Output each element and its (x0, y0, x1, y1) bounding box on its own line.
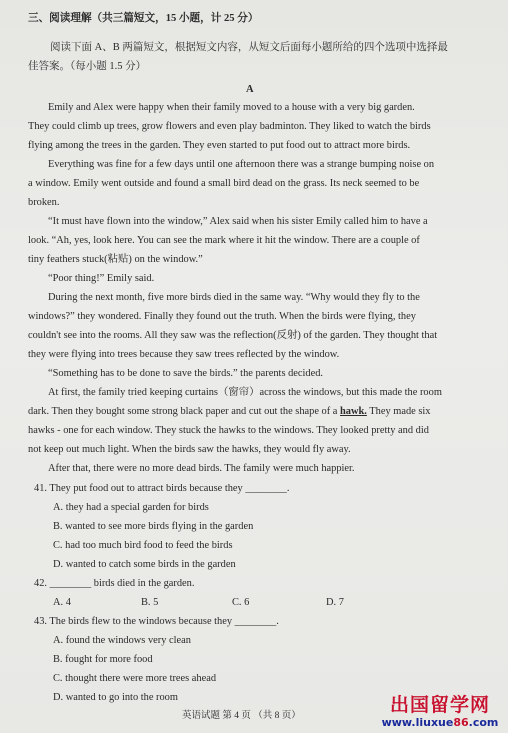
watermark-chinese: 出国留学网 (389, 694, 490, 716)
passage-line: “Something has to be done to save the birds.” the parents decided. (48, 368, 323, 379)
instruction-line-1: 阅读下面 A、B 两篇短文，根据短文内容，从短文后面每小题所给的四个选项中选择最 (50, 42, 448, 53)
question-43-option-b: B. fought for more food (53, 654, 153, 665)
passage-line: “Poor thing!” Emily said. (48, 273, 155, 284)
question-43-option-c: C. thought there were more trees ahead (53, 673, 217, 684)
passage-text: dark. Then they bought some strong black paper and cut out the shape of a (28, 406, 338, 417)
passage-line: After that, there were no more dead birds. The family were much happier. (48, 463, 355, 474)
instruction-line-2: 佳答案。（每小题 1.5 分） (28, 61, 147, 72)
watermark-url (380, 716, 500, 729)
passage-line: Everything was fine for a few days until one afternoon there was a strange bumping noise on (48, 159, 435, 170)
site-watermark (380, 694, 500, 729)
question-41-option-c: C. had too much bird food to feed the birds (53, 540, 233, 551)
passage-line: At first, the family tried keeping curtains（窗帘）across the windows, but this made the room (48, 387, 442, 398)
passage-line: not keep out much light. When the birds saw the hawks, they would fly away. (28, 444, 351, 455)
question-41-stem: 41. They put food out to attract birds because they ________. (34, 483, 290, 494)
passage-line: tiny feathers stuck(粘贴) on the window.” (28, 254, 203, 265)
question-41-option-a: A. they had a special garden for birds (53, 502, 209, 513)
question-42-option-b: B. 5 (141, 597, 159, 608)
passage-line (28, 405, 430, 418)
page-footer: 英语试题 第 4 页 （共 8 页） (182, 711, 301, 721)
passage-line: Emily and Alex were happy when their family moved to a house with a very big garden. (48, 102, 415, 113)
watermark-url-prefix: www.liuxue (381, 716, 454, 729)
passage-line: “It must have flown into the window,” Alex said when his sister Emily called him to have a (48, 216, 428, 227)
question-41-option-d: D. wanted to catch some birds in the garden (53, 559, 236, 570)
question-42-option-d: D. 7 (326, 597, 344, 608)
passage-text: They made six (366, 406, 431, 417)
highlighted-word: hawk. (340, 406, 367, 417)
question-43-stem: 43. The birds flew to the windows because they ________. (34, 616, 279, 627)
question-41-option-b: B. wanted to see more birds flying in the garden (53, 521, 254, 532)
watermark-url-suffix: .com (468, 716, 499, 729)
question-43-option-d: D. wanted to go into the room (53, 692, 178, 703)
question-42-option-a: A. 4 (53, 597, 71, 608)
question-43-option-a: A. found the windows very clean (53, 635, 191, 646)
section-heading: 三、阅读理解（共三篇短文，15 小题，计 25 分） (28, 13, 259, 24)
passage-line: windows?” they wondered. Finally they found out the truth. When the birds were flying, they (28, 311, 416, 322)
passage-line: flying among the trees in the garden. They even started to put food out to attract more birds. (28, 140, 411, 151)
passage-line: They could climb up trees, grow flowers and even play badminton. They liked to watch the birds (28, 121, 431, 132)
watermark-url-number: 86 (453, 716, 469, 729)
passage-line: hawks - one for each window. They stuck the hawks to the windows. They looked pretty and did (28, 425, 429, 436)
passage-line: broken. (28, 197, 60, 208)
passage-line: couldn't see into the rooms. All they saw was the reflection(反射) of the garden. They thought that (28, 330, 438, 341)
passage-line: a window. Emily went outside and found a small bird dead on the grass. Its neck seemed to be (28, 178, 420, 189)
passage-line: During the next month, five more birds died in the same way. “Why would they fly to the (48, 292, 420, 303)
passage-line: look. “Ah, yes, look here. You can see the mark where it hit the window. There are a couple of (28, 235, 420, 246)
passage-title: A (246, 84, 254, 95)
question-42-option-c: C. 6 (232, 597, 250, 608)
passage-line: they were flying into trees because they saw trees reflected by the window. (28, 349, 340, 360)
question-42-stem: 42. ________ birds died in the garden. (34, 578, 195, 589)
